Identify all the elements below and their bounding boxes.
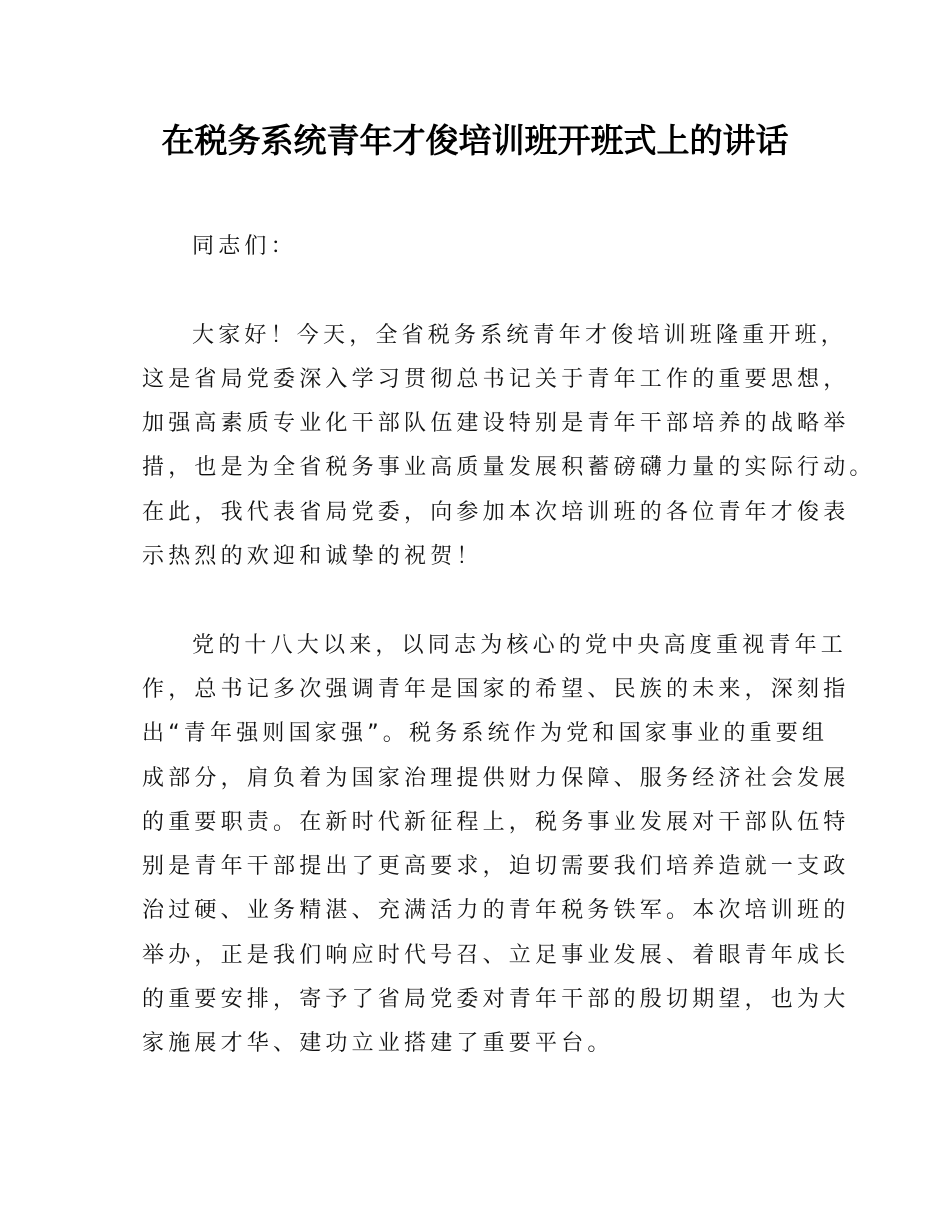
- document-body: [142, 225, 876, 1067]
- salutation: 同志们：: [192, 234, 297, 259]
- paragraph-line: 在此，我代表省局党委，向参加本次培训班的各位青年才俊表: [142, 499, 850, 525]
- paragraph-line: 党的十八大以来，以同志为核心的党中央高度重视青年工: [192, 632, 848, 658]
- paragraph-line: 措，也是为全省税务事业高质量发展积蓄磅礴力量的实际行动。: [142, 455, 876, 481]
- paragraph-line: 的重要职责。在新时代新征程上，税务事业发展对干部队伍特: [142, 809, 850, 835]
- paragraph-line: 家施展才华、建功立业搭建了重要平台。: [142, 1031, 614, 1057]
- paragraph-line: 别是青年干部提出了更高要求，迫切需要我们培养造就一支政: [142, 854, 850, 880]
- paragraph-line: 示热烈的欢迎和诚挚的祝贺！: [142, 544, 483, 570]
- paragraph-2: [142, 624, 850, 1067]
- paragraph-line: 的重要安排，寄予了省局党委对青年干部的殷切期望，也为大: [142, 987, 850, 1013]
- paragraph-line: 作，总书记多次强调青年是国家的希望、民族的未来，深刻指: [142, 676, 850, 702]
- paragraph-1: [142, 314, 876, 580]
- paragraph-line: 加强高素质专业化干部队伍建设特别是青年干部培养的战略举: [142, 411, 850, 437]
- blank-line: [142, 579, 822, 623]
- document-title: 在税务系统青年才俊培训班开班式上的讲话: [161, 121, 789, 160]
- paragraph-line: 大家好！今天，全省税务系统青年才俊培训班隆重开班，: [192, 322, 848, 348]
- paragraph-line: 举办，正是我们响应时代号召、立足事业发展、着眼青年成长: [142, 942, 850, 968]
- paragraph-line: 治过硬、业务精湛、充满活力的青年税务铁军。本次培训班的: [142, 898, 850, 924]
- paragraph-line: 这是省局党委深入学习贯彻总书记关于青年工作的重要思想，: [142, 366, 850, 392]
- paragraph-line: 出“青年强则国家强”。税务系统作为党和国家事业的重要组: [142, 721, 829, 747]
- blank-line: [142, 269, 822, 313]
- paragraph-line: 成部分，肩负着为国家治理提供财力保障、服务经济社会发展: [142, 765, 850, 791]
